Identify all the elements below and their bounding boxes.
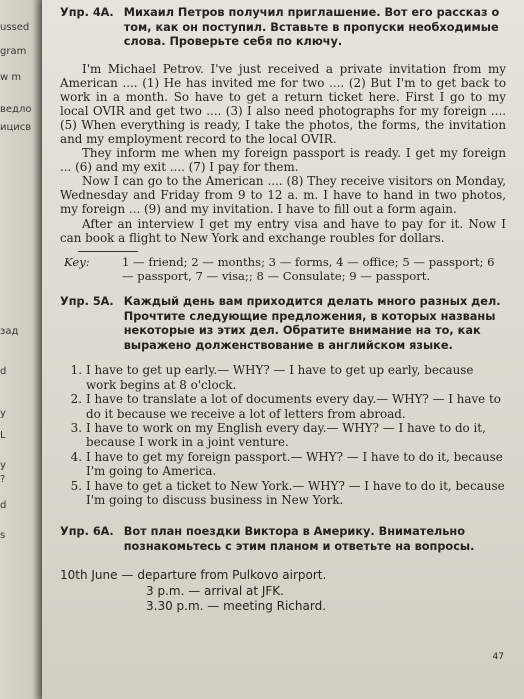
- exercise-number: Упр. 5А.: [60, 295, 114, 309]
- margin-fragment: L: [0, 430, 6, 441]
- margin-fragment: ведло: [0, 104, 32, 115]
- itinerary-row: [60, 584, 506, 600]
- margin-fragment: d: [0, 500, 7, 511]
- key-text: 1 — friend; 2 — months; 3 — forms, 4 — office; 5 — passport; 6 — passport, 7 — visa;; 8 — Consulate; 9 — passport.: [122, 254, 495, 283]
- margin-fragment: ицисв: [0, 122, 32, 133]
- itinerary-item: 3 p.m. — arrival at JFK.: [146, 583, 284, 598]
- margin-fragment: d: [0, 366, 7, 377]
- exercise-instruction: Вот план поездки Виктора в Америку. Внимательно познакомьтесь с этим планом и ответьте на вопросы.: [123, 525, 475, 553]
- exercise-6a-header: [60, 525, 506, 554]
- story-paragraph: Now I can go to the American .... (8) They receive visitors on Monday, Wednesday and Friday from 9 to 12 a. m. I have to hand in two photos, my foreign ... (9) and my invitation. I have to fill out a form again.: [60, 174, 506, 217]
- list-item: 3. I have to work on my English every day.— WHY? — I have to do it, because I work in a joint venture.: [70, 420, 486, 450]
- margin-fragment: ?: [0, 474, 6, 485]
- list-item: 4. I have to get my foreign passport.— WHY? — I have to do it, because I'm going to America.: [70, 449, 503, 479]
- exercise-instruction: Михаил Петров получил приглашение. Вот его рассказ о том, как он поступил. Вставьте в пропуски необходимые слова. Проверьте себя по ключу.: [123, 6, 500, 48]
- answer-key: [60, 256, 506, 284]
- divider: [78, 251, 138, 252]
- story-paragraph: I'm Michael Petrov. I've just received a private invitation from my American .... (1) He has invited me for two .... (2) But I'm to get back to work in a month. So have to get a return ticket here. First I go to my local OVIR and get two .... (3) I also need photographs for my foreign .... (5) When everything is ready, I take the photos, the forms, the invitation and my employment record to the local OVIR.: [60, 61, 506, 146]
- itinerary-item: 3.30 p.m. — meeting Richard.: [146, 599, 327, 614]
- exercise-instruction: Каждый день вам приходится делать много разных дел. Прочтите следующие предложения, в которых названы некоторые из этих дел. Обратите внимание на то, как выражено долженствование в английском языке.: [123, 295, 501, 352]
- margin-fragment: y: [0, 460, 6, 471]
- story-paragraph: They inform me when my foreign passport is ready. I get my foreign ... (6) and my exit .... (7) I pay for them.: [60, 146, 506, 175]
- itinerary-row: [60, 568, 506, 584]
- margin-fragment: y: [0, 408, 6, 419]
- list-item: 1. I have to get up early.— WHY? — I have to get up early, because work begins at 8 o'clock.: [70, 363, 474, 392]
- margin-fragment: ussed: [0, 22, 30, 33]
- margin-fragment: зад: [0, 326, 19, 337]
- exercise-4a-header: [60, 6, 506, 50]
- itinerary-row: [60, 599, 506, 615]
- itinerary-item: departure from Pulkovo airport.: [137, 568, 327, 583]
- margin-fragment: s: [0, 530, 6, 541]
- page-number: 47: [492, 652, 504, 662]
- exercise-5a-header: [60, 295, 506, 353]
- list-item: 5. I have to get a ticket to New York.— WHY? — I have to do it, because I'm going to discuss business in New York.: [70, 478, 505, 507]
- list-item: 2. I have to translate a lot of documents every day.— WHY? — I have to do it because we receive a lot of letters from abroad.: [70, 392, 501, 421]
- page-content: [60, 6, 506, 615]
- exercise-number: Упр. 4А.: [60, 6, 114, 19]
- adjacent-page-strip: [0, 0, 46, 699]
- sentence-list: [60, 363, 506, 507]
- itinerary-date: 10th June —: [60, 568, 134, 583]
- key-label: Key:: [64, 254, 90, 269]
- margin-fragment: w m: [0, 72, 22, 83]
- margin-fragment: gram: [0, 46, 27, 57]
- story-paragraph: After an interview I get my entry visa and have to pay for it. Now I can book a flight to New York and exchange roubles for dollars.: [60, 216, 506, 245]
- book-page: [42, 0, 524, 699]
- exercise-number: Упр. 6А.: [60, 525, 114, 539]
